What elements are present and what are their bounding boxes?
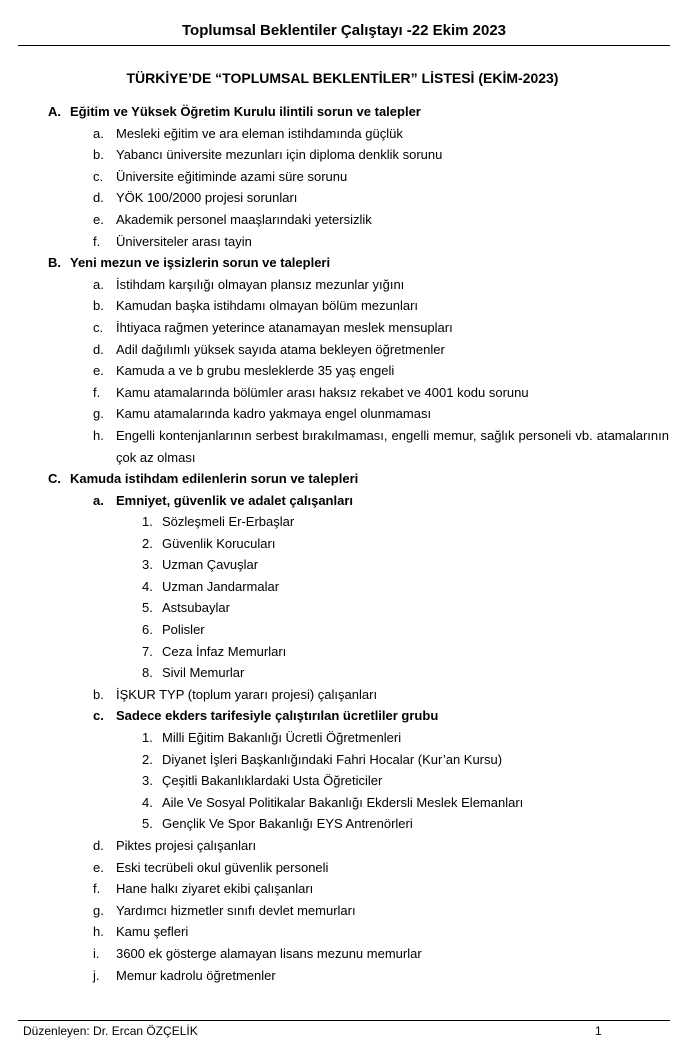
footer-divider bbox=[18, 1020, 670, 1021]
item-marker: a. bbox=[93, 276, 104, 292]
numbered-text: Milli Eğitim Bakanlığı Ücretli Öğretmenleri bbox=[162, 730, 402, 746]
item-text: Mesleki eğitim ve ara eleman istihdamında güçlük bbox=[116, 125, 403, 141]
item-text: Emniyet, güvenlik ve adalet çalışanları bbox=[116, 492, 353, 508]
item-marker: j. bbox=[93, 967, 100, 983]
numbered-item bbox=[0, 554, 685, 576]
item-text: Hane halkı ziyaret ekibi çalışanları bbox=[116, 881, 314, 897]
numbered-item bbox=[0, 770, 685, 792]
list-item bbox=[0, 339, 685, 361]
numbered-text: Güvenlik Korucuları bbox=[162, 535, 276, 551]
document-title: TÜRKİYE’DE “TOPLUMSAL BEKLENTİLER” LİSTESİ (EKİM-2023) bbox=[126, 70, 559, 86]
header-divider bbox=[18, 45, 670, 46]
item-text: Kamuda a ve b grubu mesleklerde 35 yaş engeli bbox=[116, 363, 395, 379]
item-text: Yabancı üniversite mezunları için diploma denklik sorunu bbox=[116, 147, 443, 163]
page-number: 1 bbox=[595, 1024, 602, 1038]
item-marker: b. bbox=[93, 298, 104, 314]
section-marker: C. bbox=[48, 470, 61, 486]
section-marker: B. bbox=[48, 255, 61, 271]
list-item bbox=[0, 900, 685, 922]
item-marker: e. bbox=[93, 363, 104, 379]
list-item bbox=[0, 317, 685, 339]
item-marker: f. bbox=[93, 384, 101, 400]
item-text: İhtiyaca rağmen yeterince atanamayan meslek mensupları bbox=[116, 319, 453, 335]
item-text: Sadece ekders tarifesiyle çalıştırılan ücretliler grubu bbox=[116, 708, 439, 724]
numbered-item bbox=[0, 727, 685, 749]
numbered-text: Uzman Çavuşlar bbox=[162, 557, 259, 573]
number-marker: 6. bbox=[142, 622, 153, 638]
number-marker: 5. bbox=[142, 816, 153, 832]
numbered-item bbox=[0, 533, 685, 555]
numbered-item bbox=[0, 619, 685, 641]
number-marker: 3. bbox=[142, 773, 153, 789]
number-marker: 4. bbox=[142, 578, 153, 594]
item-text: YÖK 100/2000 projesi sorunları bbox=[116, 190, 298, 206]
item-text: İstihdam karşılığı olmayan plansız mezunlar yığını bbox=[116, 276, 405, 292]
numbered-item bbox=[0, 813, 685, 835]
item-text: 3600 ek gösterge alamayan lisans mezunu memurlar bbox=[116, 945, 422, 961]
list-item bbox=[0, 921, 685, 943]
item-marker: a. bbox=[93, 492, 104, 508]
subsection-heading bbox=[0, 705, 685, 727]
document-body bbox=[0, 101, 685, 986]
item-marker: e. bbox=[93, 859, 104, 875]
numbered-item bbox=[0, 511, 685, 533]
list-item bbox=[0, 943, 685, 965]
item-text: Üniversiteler arası tayin bbox=[116, 233, 252, 249]
section-heading bbox=[0, 468, 685, 490]
list-item bbox=[0, 166, 685, 188]
item-marker: d. bbox=[93, 838, 104, 853]
item-text: Kamudan başka istihdamı olmayan bölüm mezunları bbox=[116, 298, 419, 314]
subsection-heading bbox=[0, 490, 685, 512]
list-item bbox=[0, 295, 685, 317]
number-marker: 5. bbox=[142, 600, 153, 616]
number-marker: 7. bbox=[142, 643, 153, 659]
list-item bbox=[0, 965, 685, 987]
item-text: Eski tecrübeli okul güvenlik personeli bbox=[116, 859, 329, 875]
numbered-item bbox=[0, 792, 685, 814]
footer-editor: Düzenleyen: Dr. Ercan ÖZÇELİK bbox=[23, 1024, 198, 1038]
numbered-item bbox=[0, 597, 685, 619]
numbered-text: Çeşitli Bakanlıklardaki Usta Öğreticiler bbox=[162, 773, 383, 789]
item-marker: h. bbox=[93, 427, 104, 443]
item-marker: d. bbox=[93, 341, 104, 357]
numbered-item bbox=[0, 576, 685, 598]
list-item bbox=[0, 382, 685, 404]
item-marker: f. bbox=[93, 881, 101, 897]
numbered-text: Diyanet İşleri Başkanlığındaki Fahri Hocalar (Kur’an Kursu) bbox=[162, 751, 503, 767]
item-marker: g. bbox=[93, 406, 104, 422]
numbered-text: Aile Ve Sosyal Politikalar Bakanlığı Ekdersli Meslek Elemanları bbox=[162, 794, 524, 810]
list-item bbox=[0, 878, 685, 900]
list-item bbox=[0, 857, 685, 879]
number-marker: 4. bbox=[142, 794, 153, 810]
numbered-item bbox=[0, 662, 685, 684]
item-text: Kamu atamalarında kadro yakmaya engel olunmaması bbox=[116, 406, 432, 422]
numbered-text: Astsubaylar bbox=[162, 600, 230, 616]
numbered-item bbox=[0, 749, 685, 771]
section-marker: A. bbox=[48, 104, 61, 119]
item-marker: i. bbox=[93, 945, 100, 961]
item-text: Adil dağılımlı yüksek sayıda atama bekleyen öğretmenler bbox=[116, 341, 445, 357]
list-item bbox=[0, 425, 685, 468]
item-marker: e. bbox=[93, 211, 104, 227]
number-marker: 1. bbox=[142, 514, 153, 530]
numbered-text: Uzman Jandarmalar bbox=[162, 578, 280, 594]
list-item bbox=[0, 209, 685, 231]
item-marker: d. bbox=[93, 190, 104, 206]
item-text: Engelli kontenjanlarının serbest bırakılmaması, engelli memur, sağlık personeli vb. atamalarının çok az olması bbox=[116, 427, 669, 465]
item-marker: g. bbox=[93, 902, 104, 918]
item-text: Piktes projesi çalışanları bbox=[116, 838, 257, 853]
list-item bbox=[0, 835, 685, 857]
item-marker: c. bbox=[93, 168, 104, 184]
item-marker: b. bbox=[93, 147, 104, 163]
item-text: Kamu atamalarında bölümler arası haksız rekabet ve 4001 kodu sorunu bbox=[116, 384, 529, 400]
numbered-item bbox=[0, 641, 685, 663]
numbered-text: Ceza İnfaz Memurları bbox=[162, 643, 287, 659]
list-item bbox=[0, 403, 685, 425]
item-text: İŞKUR TYP (toplum yararı projesi) çalışanları bbox=[116, 686, 378, 702]
list-item bbox=[0, 360, 685, 382]
section-title: Yeni mezun ve işsizlerin sorun ve talepleri bbox=[70, 255, 331, 271]
item-marker: a. bbox=[93, 125, 104, 141]
list-item bbox=[0, 684, 685, 706]
item-text: Kamu şefleri bbox=[116, 924, 189, 940]
list-item bbox=[0, 123, 685, 145]
list-item bbox=[0, 274, 685, 296]
number-marker: 3. bbox=[142, 557, 153, 573]
running-header: Toplumsal Beklentiler Çalıştayı -22 Ekim 2023 bbox=[181, 22, 507, 39]
list-item bbox=[0, 144, 685, 166]
section-title: Eğitim ve Yüksek Öğretim Kurulu ilintili sorun ve talepler bbox=[70, 104, 421, 119]
item-marker: b. bbox=[93, 686, 104, 702]
numbered-text: Gençlik Ve Spor Bakanlığı EYS Antrenörleri bbox=[162, 816, 413, 832]
item-text: Akademik personel maaşlarındaki yetersizlik bbox=[116, 211, 372, 227]
item-marker: c. bbox=[93, 319, 104, 335]
number-marker: 8. bbox=[142, 665, 153, 681]
section-title: Kamuda istihdam edilenlerin sorun ve talepleri bbox=[70, 470, 359, 486]
item-marker: c. bbox=[93, 708, 104, 724]
number-marker: 2. bbox=[142, 535, 153, 551]
numbered-text: Sözleşmeli Er-Erbaşlar bbox=[162, 514, 295, 530]
item-text: Üniversite eğitiminde azami süre sorunu bbox=[116, 168, 348, 184]
list-item bbox=[0, 187, 685, 209]
number-marker: 2. bbox=[142, 751, 153, 767]
numbered-text: Polisler bbox=[162, 622, 205, 638]
numbered-text: Sivil Memurlar bbox=[162, 665, 245, 681]
item-text: Memur kadrolu öğretmenler bbox=[116, 967, 276, 983]
section-heading bbox=[0, 252, 685, 274]
number-marker: 1. bbox=[142, 730, 153, 746]
section-heading bbox=[0, 101, 685, 123]
list-item bbox=[0, 231, 685, 253]
item-marker: h. bbox=[93, 924, 104, 940]
item-marker: f. bbox=[93, 233, 101, 249]
item-text: Yardımcı hizmetler sınıfı devlet memurları bbox=[116, 902, 356, 918]
